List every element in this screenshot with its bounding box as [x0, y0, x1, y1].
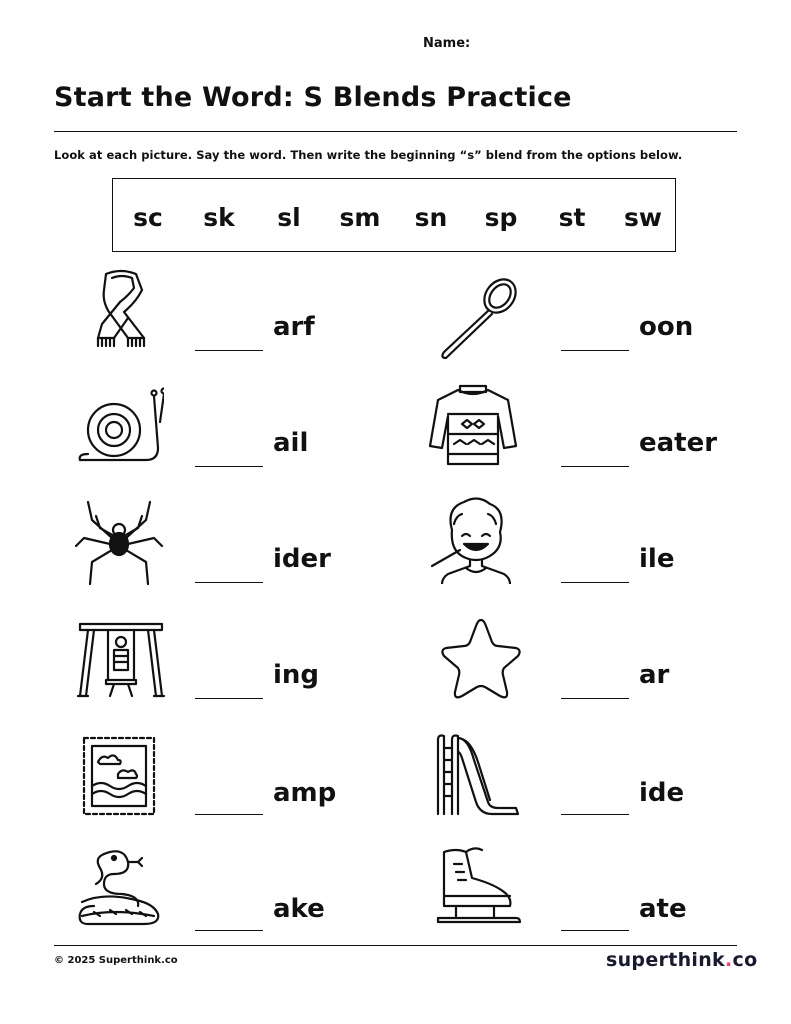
spider-icon: [74, 498, 164, 588]
blend-option: sn: [414, 203, 448, 232]
swing-icon: [76, 614, 166, 704]
answer-blank[interactable]: [195, 466, 263, 467]
word-ending: ider: [273, 544, 331, 574]
word-ending: ide: [639, 778, 685, 808]
brand-main: superthink: [606, 949, 725, 971]
answer-blank[interactable]: [561, 582, 629, 583]
answer-blank[interactable]: [561, 930, 629, 931]
answer-blank[interactable]: [561, 814, 629, 815]
smile-icon: [430, 494, 520, 584]
word-ending: ate: [639, 894, 687, 924]
word-ending: ar: [639, 660, 670, 690]
blend-option: sw: [624, 203, 662, 232]
answer-blank[interactable]: [561, 698, 629, 699]
blend-option: sc: [133, 203, 163, 232]
word-ending: amp: [273, 778, 337, 808]
brand-dot: .: [724, 949, 733, 971]
brand-logo: [606, 949, 757, 971]
name-label: Name:: [423, 36, 471, 51]
blend-option: sk: [203, 203, 235, 232]
snail-icon: [74, 382, 164, 472]
scarf-icon: [76, 266, 166, 356]
answer-blank[interactable]: [195, 582, 263, 583]
answer-blank[interactable]: [561, 350, 629, 351]
word-ending: arf: [273, 312, 315, 342]
blend-option: sm: [339, 203, 381, 232]
spoon-icon: [432, 272, 522, 362]
footer-divider: [54, 945, 737, 946]
word-ending: eater: [639, 428, 718, 458]
title-divider: [54, 131, 737, 132]
answer-blank[interactable]: [195, 350, 263, 351]
word-ending: ing: [273, 660, 320, 690]
blend-options-box: [112, 178, 676, 252]
blend-option: sp: [484, 203, 518, 232]
blend-option: st: [558, 203, 586, 232]
sweater-icon: [428, 380, 518, 470]
copyright-text: © 2025 Superthink.co: [54, 955, 178, 966]
word-ending: oon: [639, 312, 694, 342]
blend-option: sl: [277, 203, 301, 232]
word-ending: ake: [273, 894, 325, 924]
word-ending: ail: [273, 428, 309, 458]
stamp-icon: [74, 732, 164, 822]
snake-icon: [74, 844, 164, 934]
brand-tld: co: [732, 949, 758, 971]
answer-blank[interactable]: [561, 466, 629, 467]
instructions: Look at each picture. Say the word. Then write the beginning “s” blend from the options below.: [54, 148, 683, 162]
answer-blank[interactable]: [195, 814, 263, 815]
word-ending: ile: [639, 544, 675, 574]
answer-blank[interactable]: [195, 930, 263, 931]
slide-icon: [432, 730, 522, 820]
star-icon: [436, 614, 526, 704]
answer-blank[interactable]: [195, 698, 263, 699]
page-title: Start the Word: S Blends Practice: [54, 82, 572, 113]
skate-icon: [434, 844, 524, 934]
